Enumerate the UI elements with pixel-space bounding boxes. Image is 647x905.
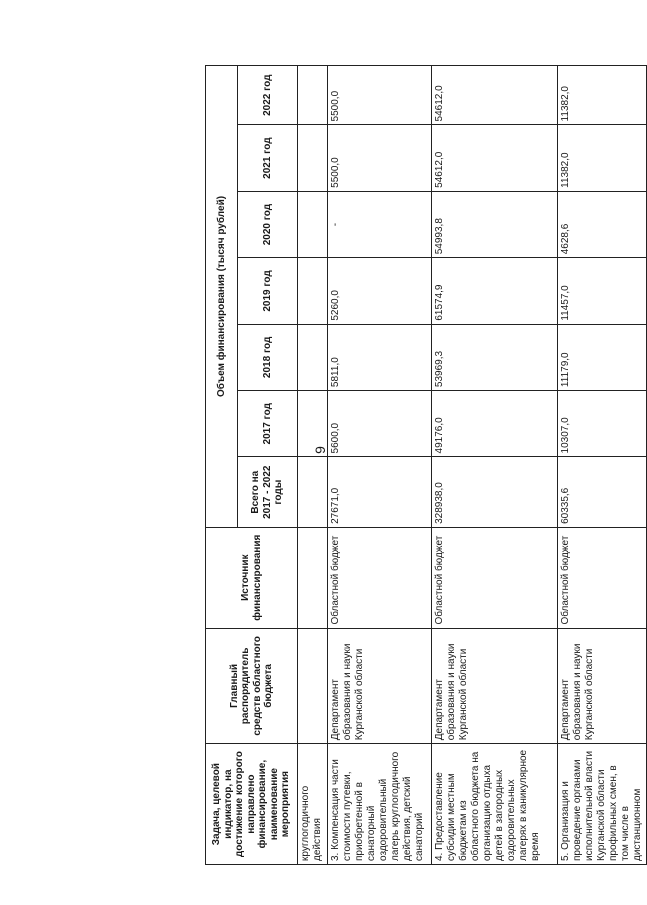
table-row <box>328 66 432 865</box>
task-cell: 4. Предоставление субсидии местным бюджетам из областного бюджета на организацию отдыха детей в загородных оздоровительных лагерях в каникулярное время <box>432 744 558 865</box>
value-cell: 54993,8 <box>432 191 558 257</box>
header-year: 2022 год <box>238 66 298 125</box>
empty-cell <box>298 527 328 628</box>
value-cell: 61574,9 <box>432 258 558 324</box>
value-cell: - <box>328 191 432 257</box>
header-source: Источник финансирования <box>206 527 298 628</box>
value-cell: 5500,0 <box>328 125 432 191</box>
total-cell: 60335,6 <box>558 457 647 527</box>
value-cell: 11382,0 <box>558 66 647 125</box>
page-number: 9 <box>312 446 328 454</box>
empty-cell <box>298 125 328 191</box>
empty-cell <box>298 66 328 125</box>
source-cell: Областной бюджет <box>558 527 647 628</box>
value-cell: 5811,0 <box>328 324 432 390</box>
value-cell: 53969,3 <box>432 324 558 390</box>
distributor-cell: Департамент образования и науки Курганской области <box>558 628 647 744</box>
value-cell: 10307,0 <box>558 391 647 457</box>
empty-cell <box>298 258 328 324</box>
empty-cell <box>298 628 328 744</box>
empty-cell <box>298 391 328 457</box>
empty-cell <box>298 324 328 390</box>
header-task: Задача, целевой индикатор, на достижение которого направлено финансирование, наименование мероприятия <box>206 744 298 865</box>
table-row-continuation <box>298 66 328 865</box>
rotated-table-container <box>205 65 643 865</box>
header-year: 2019 год <box>238 258 298 324</box>
value-cell: 5500,0 <box>328 66 432 125</box>
header-year: 2020 год <box>238 191 298 257</box>
header-year: 2021 год <box>238 125 298 191</box>
source-cell: Областной бюджет <box>432 527 558 628</box>
total-cell: 328938,0 <box>432 457 558 527</box>
distributor-cell: Департамент образования и науки Курганской области <box>328 628 432 744</box>
table-row <box>558 66 647 865</box>
empty-cell <box>298 191 328 257</box>
total-cell: 27671,0 <box>328 457 432 527</box>
header-volume: Объем финансирования (тысяч рублей) <box>206 66 238 528</box>
value-cell: 54612,0 <box>432 125 558 191</box>
value-cell: 4628,6 <box>558 191 647 257</box>
distributor-cell: Департамент образования и науки Курганской области <box>432 628 558 744</box>
value-cell: 5600,0 <box>328 391 432 457</box>
header-distributor: Главный распорядитель средств областного бюджета <box>206 628 298 744</box>
source-cell: Областной бюджет <box>328 527 432 628</box>
value-cell: 11457,0 <box>558 258 647 324</box>
value-cell: 49176,0 <box>432 391 558 457</box>
value-cell: 54612,0 <box>432 66 558 125</box>
task-cell: 3. Компенсация части стоимости путевки, приобретенной в санаторный оздоровительный лагерь круглогодичного действия, детский санаторий <box>328 744 432 865</box>
value-cell: 11382,0 <box>558 125 647 191</box>
task-cell: 5. Организация и проведение органами исполнительной власти Курганской области профильных смен, в том числе в дистанционном <box>558 744 647 865</box>
header-total: Всего на 2017 - 2022 годы <box>238 457 298 527</box>
value-cell: 11179,0 <box>558 324 647 390</box>
value-cell: 5260,0 <box>328 258 432 324</box>
empty-cell <box>298 457 328 527</box>
header-year: 2017 год <box>238 391 298 457</box>
header-year: 2018 год <box>238 324 298 390</box>
table-row <box>432 66 558 865</box>
continuation-cell: круглогодичного действия <box>298 744 328 865</box>
financing-table <box>205 65 647 865</box>
